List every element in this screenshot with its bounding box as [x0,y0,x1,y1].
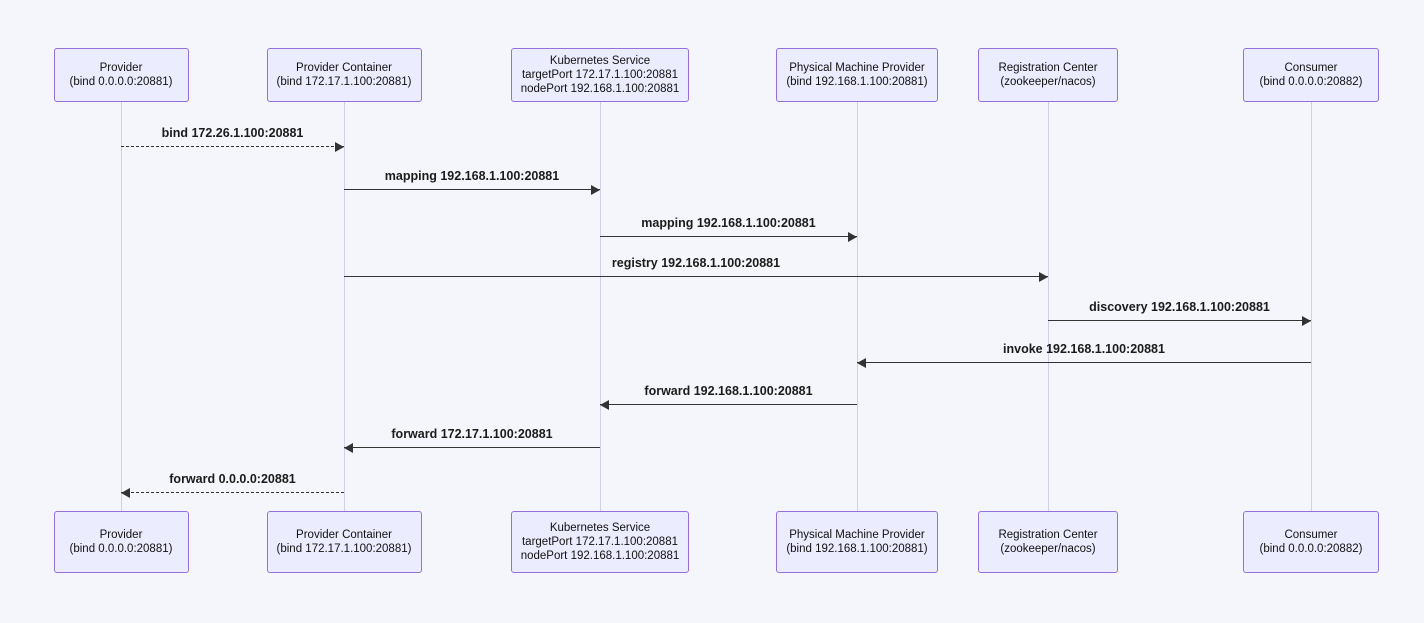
actor-label-line: Registration Center [998,529,1098,541]
actor-label-line: (bind 192.168.1.100:20881) [786,76,928,88]
actor-physical-machine-provider-bottom[interactable] [776,511,938,573]
arrow-head-icon [848,232,857,242]
actor-label-line: Provider Container [296,529,392,541]
actor-label-line: (bind 192.168.1.100:20881) [786,543,928,555]
arrow-head-icon [335,142,344,152]
actor-label-line: Registration Center [998,62,1098,74]
message-label: forward 192.168.1.100:20881 [644,384,813,398]
message-line [600,236,857,237]
message-line [600,404,857,405]
lifeline-consumer [1311,102,1312,511]
arrow-head-icon [1302,316,1311,326]
actor-provider-container-bottom[interactable] [267,511,422,573]
message-line [344,447,600,448]
message-line [121,146,344,147]
lifeline-provider [121,102,122,511]
actor-label-line: (bind 172.17.1.100:20881) [276,76,412,88]
actor-label-line: (bind 0.0.0.0:20882) [1259,76,1363,88]
message-label: forward 172.17.1.100:20881 [391,427,553,441]
actor-label-line: targetPort 172.17.1.100:20881 [521,536,678,548]
actor-consumer-top[interactable] [1243,48,1379,102]
actor-label-line: nodePort 192.168.1.100:20881 [520,550,680,562]
message-label: mapping 192.168.1.100:20881 [384,169,560,183]
actor-label-line: Kubernetes Service [549,522,651,534]
actor-physical-machine-provider-top[interactable] [776,48,938,102]
lifeline-registration-center [1048,102,1049,511]
actor-label-line: Provider [99,529,143,541]
actor-kubernetes-service-bottom[interactable] [511,511,689,573]
actor-provider-bottom[interactable] [54,511,189,573]
actor-label-line: targetPort 172.17.1.100:20881 [521,69,678,81]
actor-label-line: (bind 172.17.1.100:20881) [276,543,412,555]
message-label: discovery 192.168.1.100:20881 [1089,300,1270,314]
arrow-head-icon [1039,272,1048,282]
message-label: bind 172.26.1.100:20881 [161,126,304,140]
message-line [857,362,1311,363]
actor-registration-center-top[interactable] [978,48,1118,102]
actor-label-line: Physical Machine Provider [789,62,925,74]
message-line [121,492,344,493]
arrow-head-icon [857,358,866,368]
actor-label-line: (bind 0.0.0.0:20881) [69,543,173,555]
actor-kubernetes-service-top[interactable] [511,48,689,102]
actor-label-line: (zookeeper/nacos) [1000,76,1096,88]
message-label: registry 192.168.1.100:20881 [611,256,781,270]
actor-provider-top[interactable] [54,48,189,102]
message-label: forward 0.0.0.0:20881 [169,472,296,486]
lifeline-physical-machine-provider [857,102,858,511]
message-label: mapping 192.168.1.100:20881 [641,216,816,230]
actor-label-line: Physical Machine Provider [789,529,925,541]
actor-label-line: Consumer [1284,529,1338,541]
actor-provider-container-top[interactable] [267,48,422,102]
arrow-head-icon [591,185,600,195]
arrow-head-icon [600,400,609,410]
actor-label-line: nodePort 192.168.1.100:20881 [520,83,680,95]
actor-label-line: (bind 0.0.0.0:20881) [69,76,173,88]
message-line [1048,320,1311,321]
lifeline-kubernetes-service [600,102,601,511]
actor-label-line: (bind 0.0.0.0:20882) [1259,543,1363,555]
actor-label-line: Kubernetes Service [549,55,651,67]
actor-label-line: (zookeeper/nacos) [1000,543,1096,555]
actor-registration-center-bottom[interactable] [978,511,1118,573]
message-line [344,189,600,190]
actor-label-line: Provider [99,62,143,74]
message-line [344,276,1048,277]
arrow-head-icon [121,488,130,498]
message-label: invoke 192.168.1.100:20881 [1003,342,1165,356]
arrow-head-icon [344,443,353,453]
actor-label-line: Consumer [1284,62,1338,74]
actor-label-line: Provider Container [296,62,392,74]
actor-consumer-bottom[interactable] [1243,511,1379,573]
